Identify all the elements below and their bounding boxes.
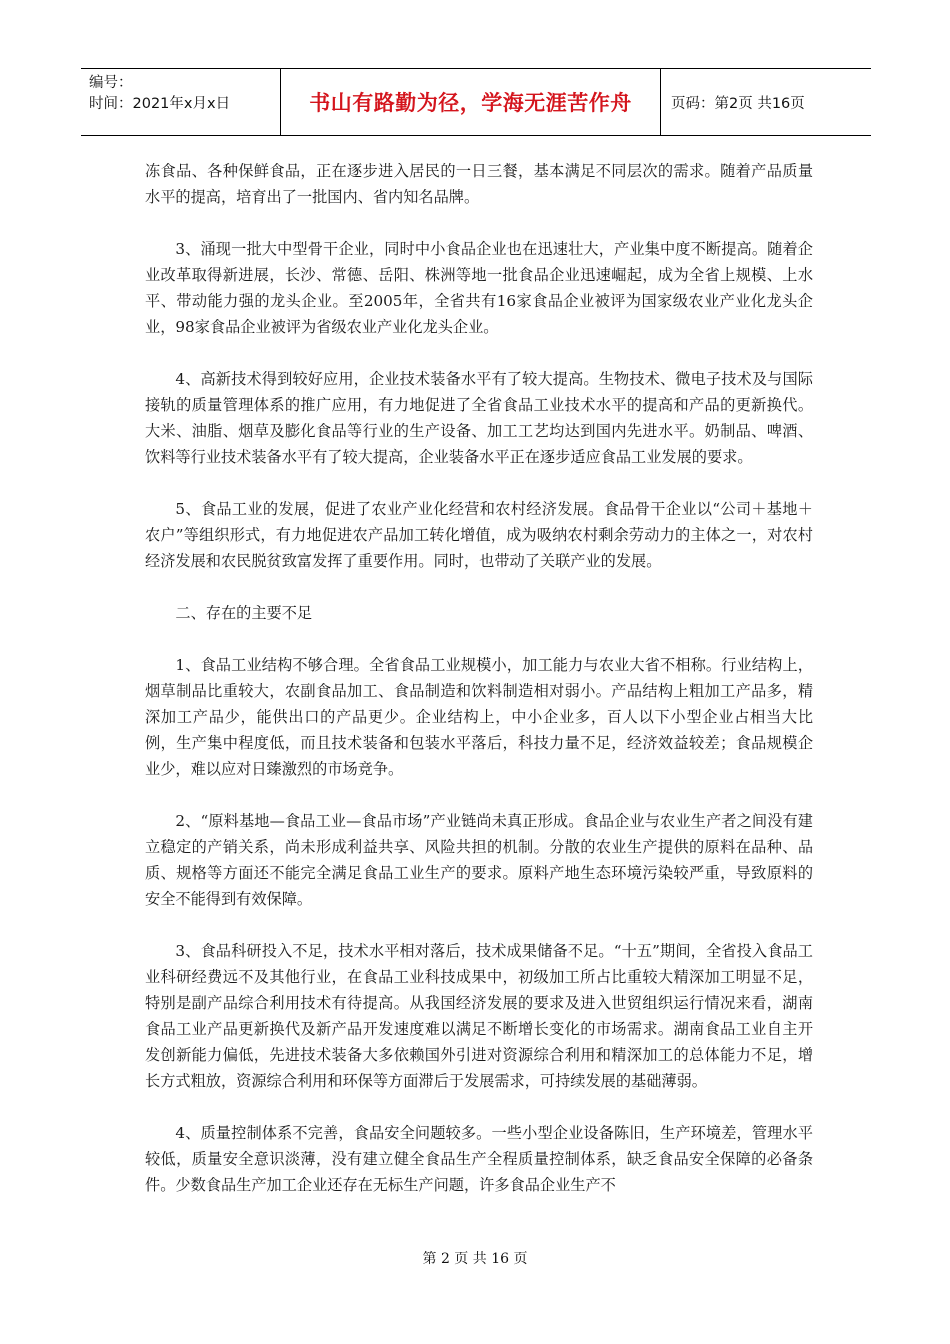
- section-heading: 二、存在的主要不足: [175, 604, 313, 622]
- paragraph-continued: 冻食品、各种保鲜食品，正在逐步进入居民的一日三餐，基本满足不同层次的需求。随着产品质量水平的提高，培育出了一批国内、省内知名品牌。: [145, 162, 813, 206]
- paragraph-shortfall-1: 1、食品工业结构不够合理。全省食品工业规模小，加工能力与农业大省不相称。行业结构上，烟草制品比重较大，农副食品加工、食品制造和饮料制造相对弱小。产品结构上粗加工产品多，精深加工产品少，能供出口的产品更少。企业结构上，中小企业多，百人以下小型企业占相当大比例，生产集中程度低，而且技术装备和包装水平落后，科技力量不足，经济效益较差；食品规模企业少，难以应对日臻激烈的市场竞争。: [145, 656, 813, 778]
- document-number: 编号：: [89, 75, 133, 91]
- page-footer: 第 2 页 共 16 页: [422, 1251, 528, 1267]
- paragraph-shortfall-4: 4、质量控制体系不完善，食品安全问题较多。一些小型企业设备陈旧，生产环境差，管理水平较低，质量安全意识淡薄，没有建立健全食品生产全程质量控制体系，缺乏食品安全保障的必备条件。少数食品生产加工企业还存在无标生产问题，许多食品企业生产不: [145, 1124, 813, 1194]
- header-page-number: 页码：第2页 共16页: [671, 95, 805, 112]
- paragraph-shortfall-3: 3、食品科研投入不足，技术水平相对落后，技术成果储备不足。“十五”期间，全省投入食品工业科研经费远不及其他行业，在食品工业科技成果中，初级加工所占比重较大精深加工明显不足，特别是副产品综合利用技术有待提高。从我国经济发展的要求及进入世贸组织运行情况来看，湖南食品工业产品更新换代及新产品开发速度难以满足不断增长变化的市场需求。湖南食品工业自主开发创新能力偏低，先进技术装备大多依赖国外引进对资源综合利用和精深加工的总体能力不足，增长方式粗放，资源综合利用和环保等方面滞后于发展需求，可持续发展的基础薄弱。: [145, 942, 813, 1090]
- document-body: [145, 158, 813, 1224]
- paragraph-shortfall-2: 2、“原料基地—食品工业—食品市场”产业链尚未真正形成。食品企业与农业生产者之间没有建立稳定的产销关系，尚未形成利益共享、风险共担的机制。分散的农业生产提供的原料在品种、品质、规格等方面还不能完全满足食品工业生产的要求。原料产地生态环境污染较严重，导致原料的安全不能得到有效保障。: [145, 812, 813, 908]
- document-time: 时间：2021年x月x日: [89, 96, 231, 112]
- paragraph-item-3: 3、涌现一批大中型骨干企业，同时中小食品企业也在迅速壮大，产业集中度不断提高。随着企业改革取得新进展，长沙、常德、岳阳、株洲等地一批食品企业迅速崛起，成为全省上规模、上水平、带动能力强的龙头企业。至2005年，全省共有16家食品企业被评为国家级农业产业化龙头企业，98家食品企业被评为省级农业产业化龙头企业。: [145, 240, 813, 336]
- header-motto: 书山有路勤为径，学海无涯苦作舟: [281, 69, 661, 135]
- header-meta: [81, 69, 281, 135]
- page-header: [81, 68, 871, 136]
- paragraph-item-5: 5、食品工业的发展，促进了农业产业化经营和农村经济发展。食品骨干企业以“公司＋基地＋农户”等组织形式，有力地促进农产品加工转化增值，成为吸纳农村剩余劳动力的主体之一，对农村经济发展和农民脱贫致富发挥了重要作用。同时，也带动了关联产业的发展。: [145, 500, 813, 570]
- paragraph-item-4: 4、高新技术得到较好应用，企业技术装备水平有了较大提高。生物技术、微电子技术及与国际接轨的质量管理体系的推广应用，有力地促进了全省食品工业技术水平的提高和产品的更新换代。大米、油脂、烟草及膨化食品等行业的生产设备、加工工艺均达到国内先进水平。奶制品、啤酒、饮料等行业技术装备水平有了较大提高，企业装备水平正在逐步适应食品工业发展的要求。: [145, 370, 813, 466]
